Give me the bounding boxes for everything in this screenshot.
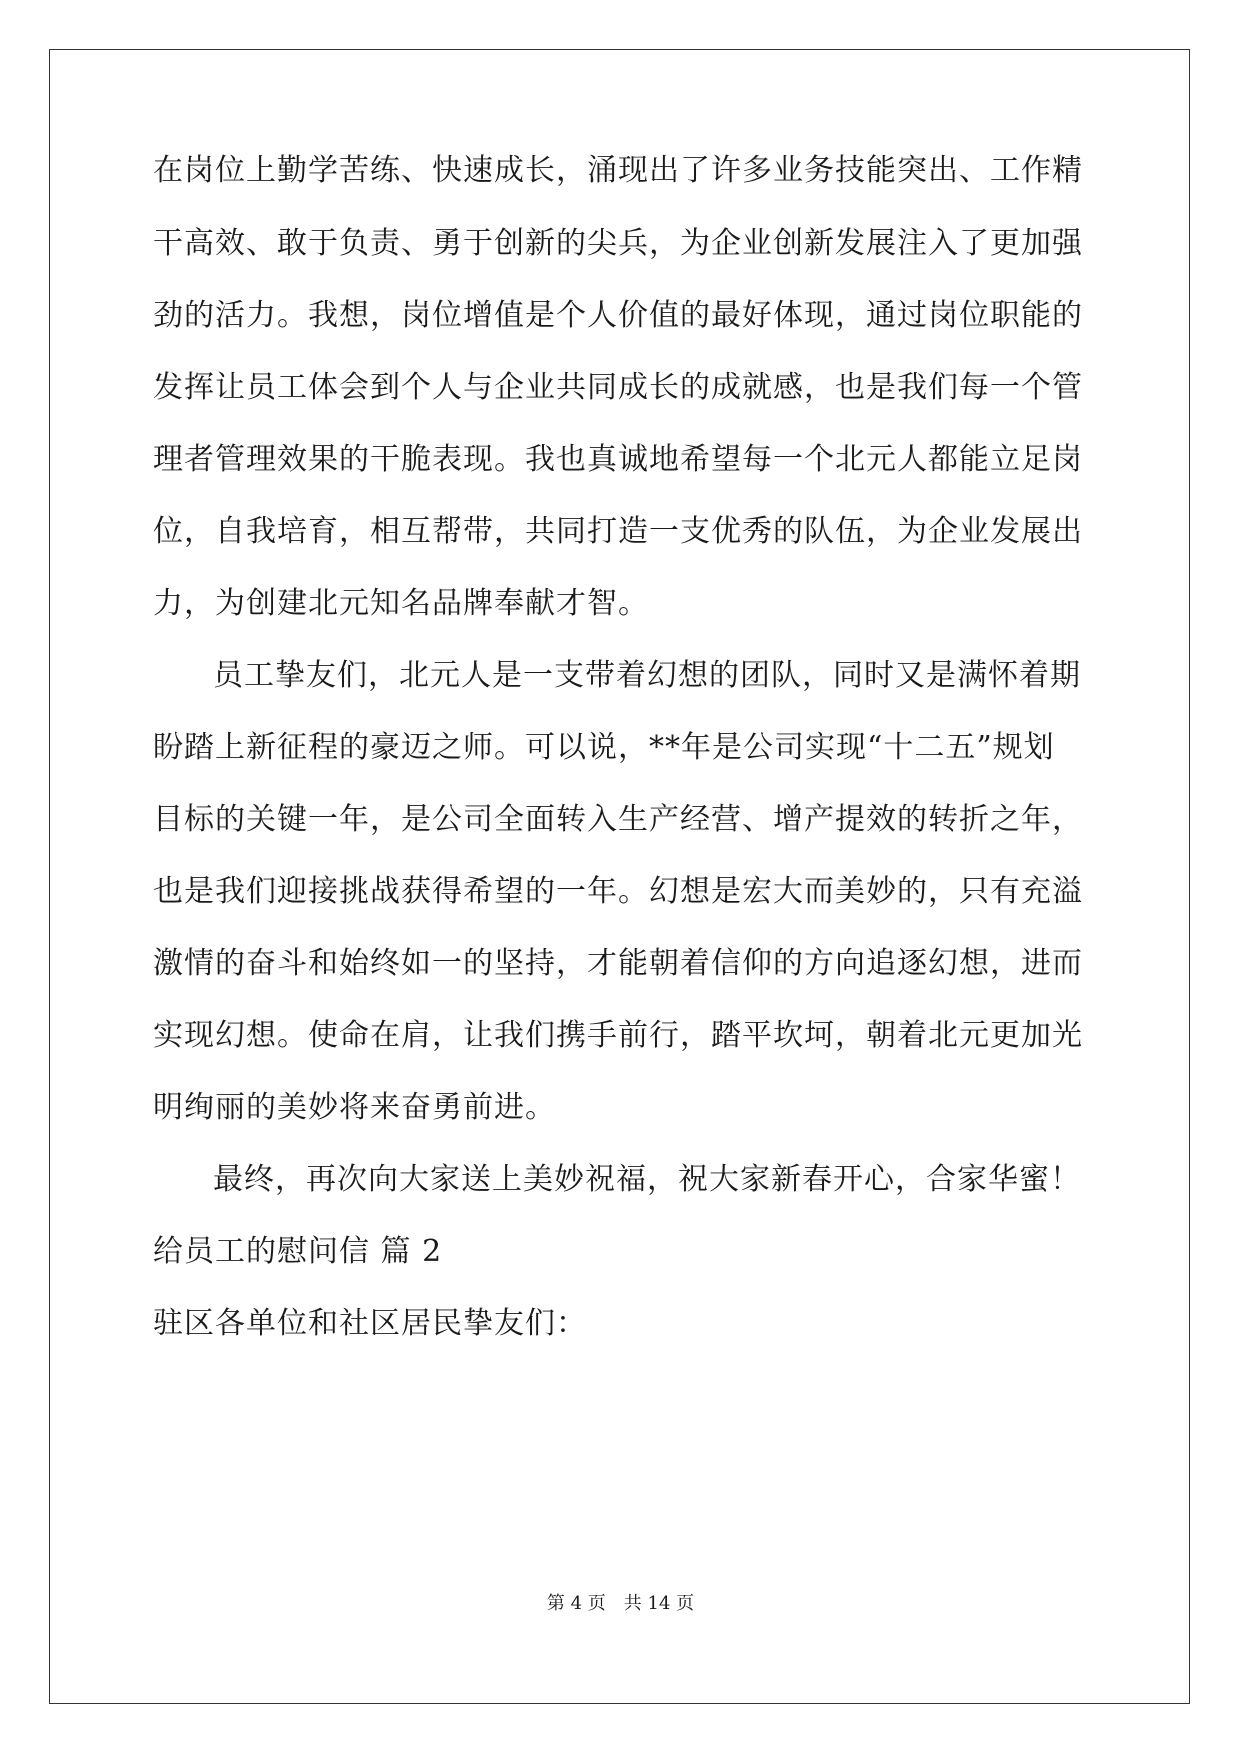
section-heading: 给员工的慰问信 篇 2 [153, 1234, 443, 1269]
body-line-12: 激情的奋斗和始终如一的坚持，才能朝着信仰的方向追逐幻想，进而 [153, 946, 1083, 981]
page-number: 第 4 页 [546, 1593, 606, 1614]
body-line-15: 最终，再次向大家送上美妙祝福，祝大家新春开心，合家华蜜！ [213, 1162, 1081, 1197]
body-line-3: 劲的活力。我想，岗位增值是个人价值的最好体现，通过岗位职能的 [153, 298, 1083, 333]
body-line-5: 理者管理效果的干脆表现。我也真诚地希望每一个北元人都能立足岗 [153, 442, 1083, 477]
body-line-4: 发挥让员工体会到个人与企业共同成长的成就感，也是我们每一个管 [153, 370, 1083, 405]
body-line-10: 目标的关键一年，是公司全面转入生产经营、增产提效的转折之年， [153, 802, 1083, 837]
body-line-9: 盼踏上新征程的豪迈之师。可以说，**年是公司实现“十二五”规划 [153, 730, 1055, 765]
body-line-7: 力，为创建北元知名品牌奉献才智。 [153, 586, 649, 621]
body-line-13: 实现幻想。使命在肩，让我们携手前行，踏平坎坷，朝着北元更加光 [153, 1018, 1083, 1053]
salutation: 驻区各单位和社区居民挚友们： [153, 1306, 587, 1341]
page-total: 共 14 页 [623, 1593, 695, 1614]
body-line-14: 明绚丽的美妙将来奋勇前进。 [153, 1090, 556, 1125]
body-line-2: 干高效、敢于负责、勇于创新的尖兵，为企业创新发展注入了更加强 [153, 226, 1083, 261]
body-line-6: 位，自我培育，相互帮带，共同打造一支优秀的队伍，为企业发展出 [153, 514, 1083, 549]
page-footer [0, 1592, 1241, 1616]
body-line-11: 也是我们迎接挑战获得希望的一年。幻想是宏大而美妙的，只有充溢 [153, 874, 1083, 909]
body-line-1: 在岗位上勤学苦练、快速成长，涌现出了许多业务技能突出、工作精 [153, 153, 1083, 188]
body-line-8: 员工挚友们，北元人是一支带着幻想的团队，同时又是满怀着期 [213, 658, 1081, 693]
